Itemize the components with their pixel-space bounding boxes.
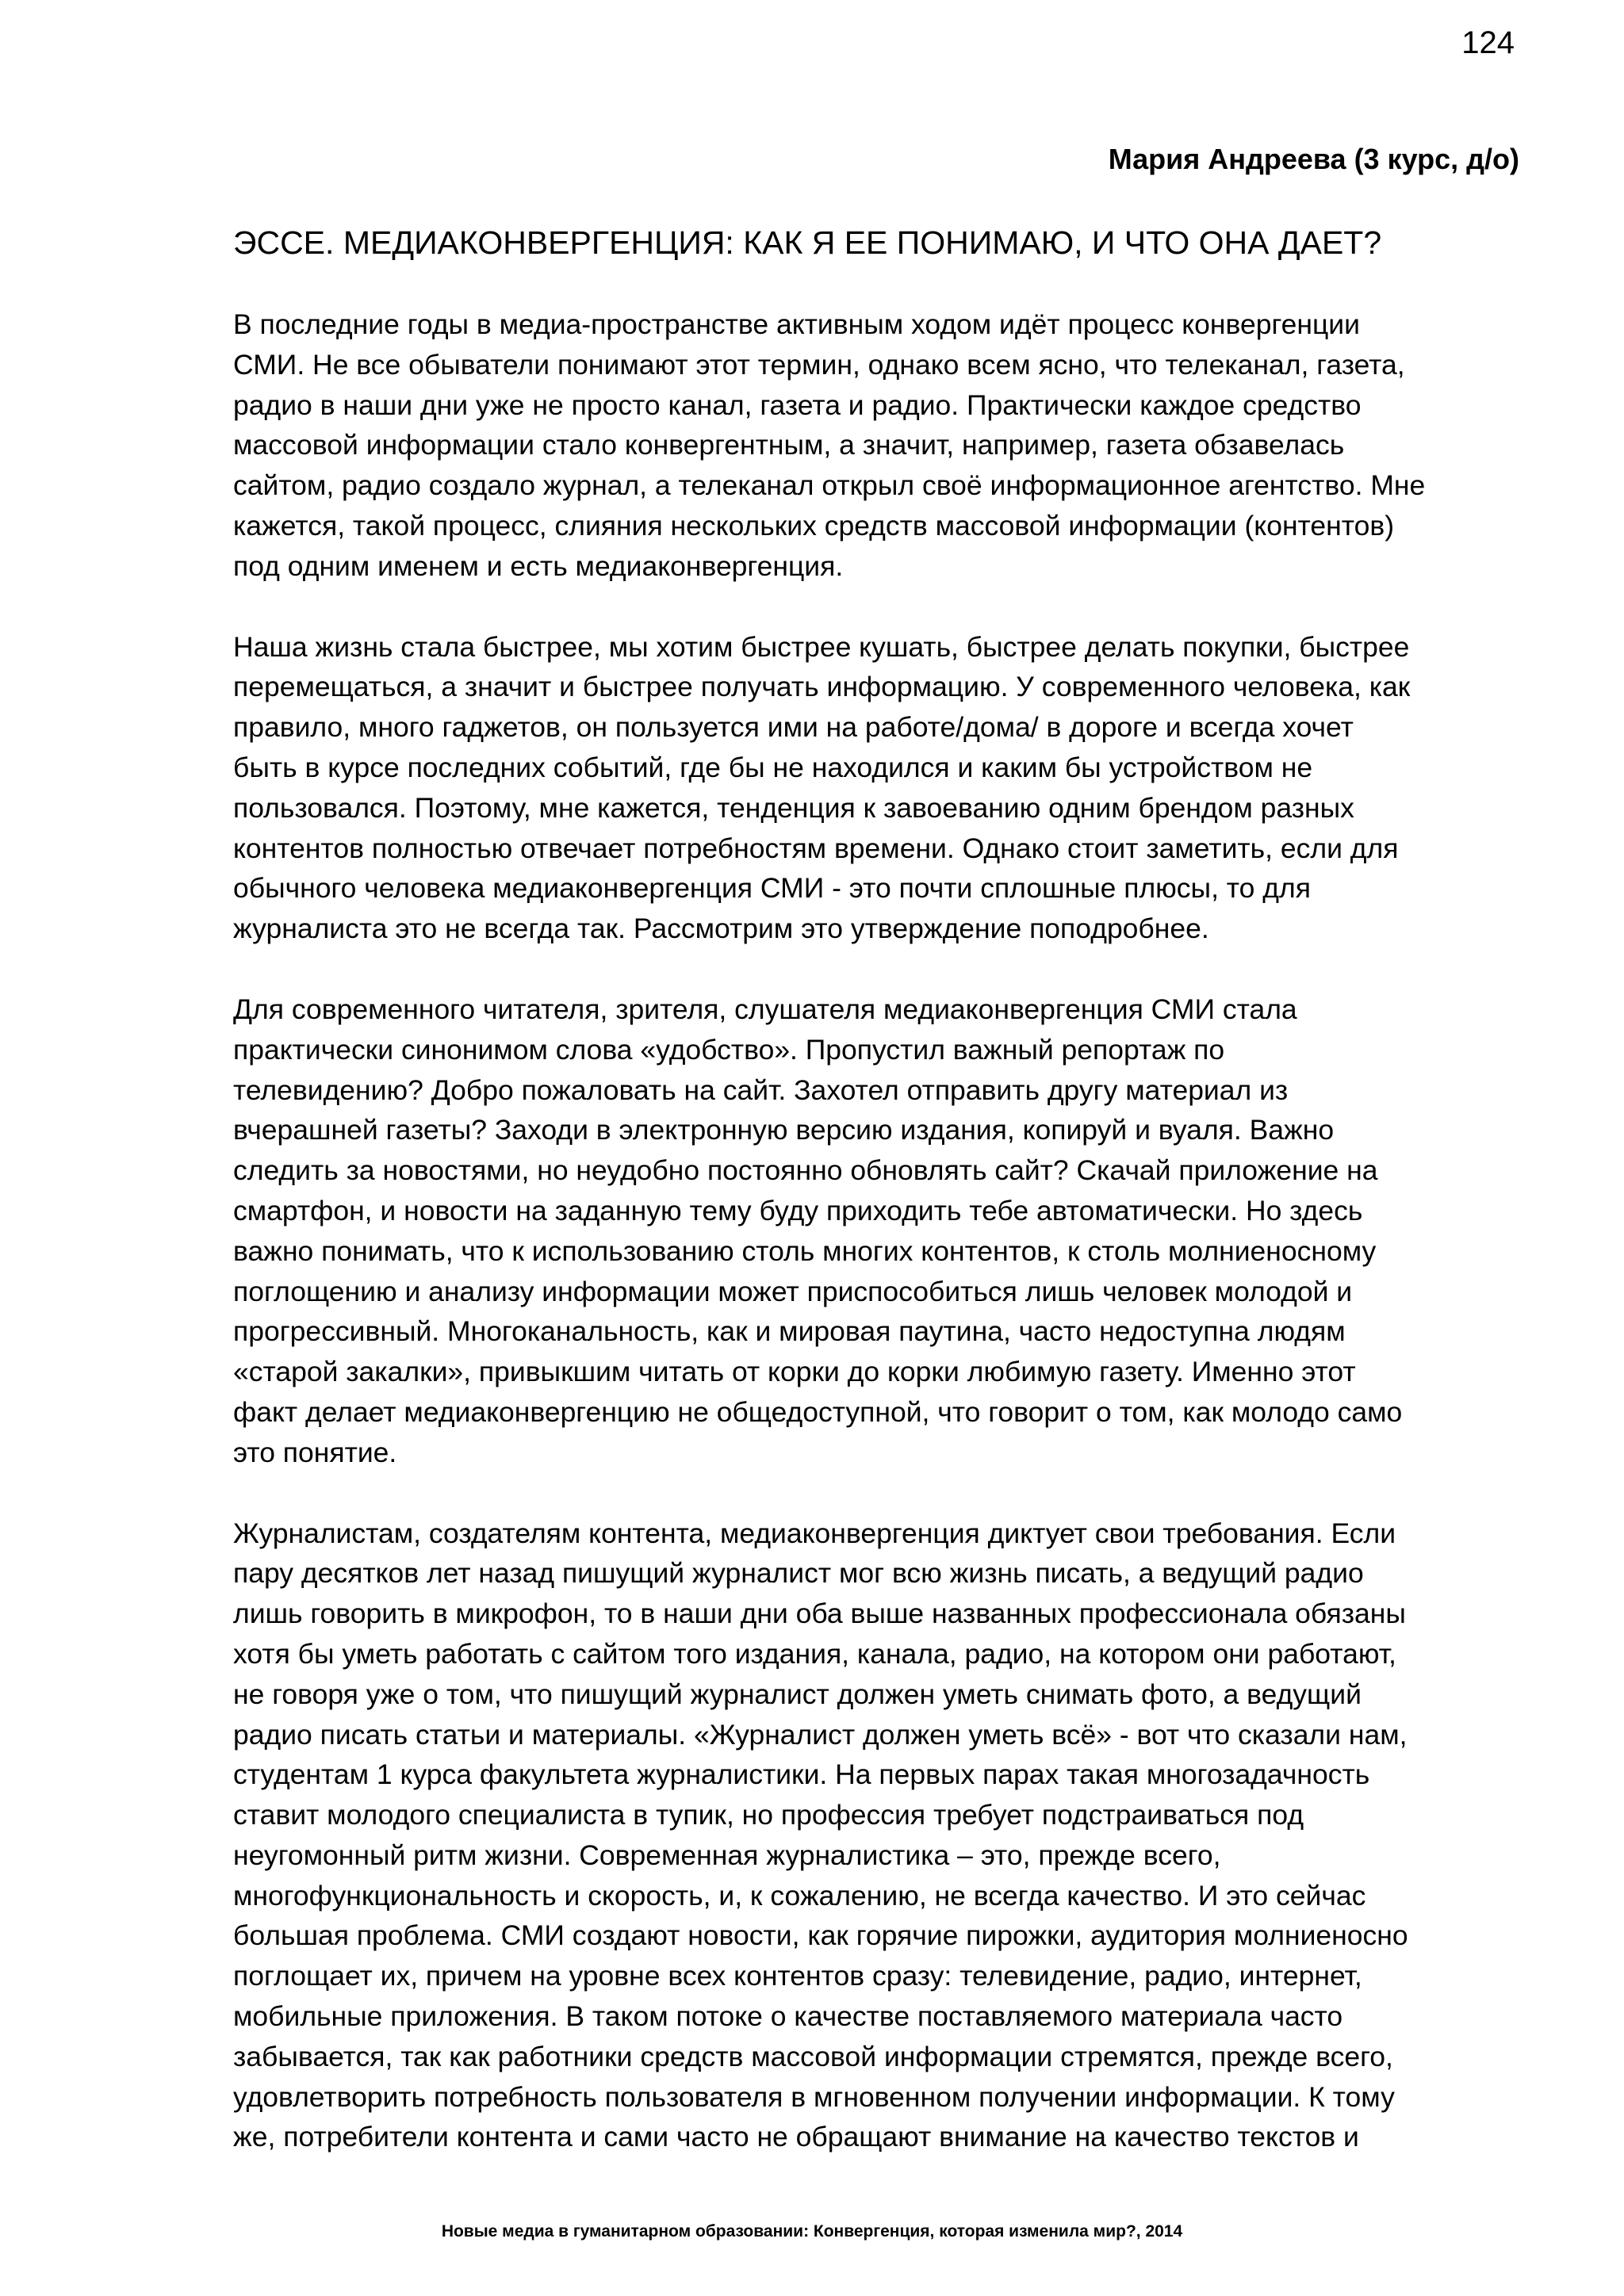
text-line: под одним именем и есть медиаконвергенция.: [233, 549, 844, 582]
text-line: СМИ. Не все обыватели понимают этот термин, однако всем ясно, что телеканал, газета,: [233, 348, 1405, 381]
paragraph: [233, 627, 1542, 949]
text-line: следить за новостями, но неудобно постоянно обновлять сайт? Скачай приложение на: [233, 1154, 1378, 1187]
text-line: журналиста это не всегда так. Рассмотрим это утверждение поподробнее.: [233, 913, 1209, 945]
text-line: не говоря уже о том, что пишущий журналист должен уметь снимать фото, а ведущий: [233, 1678, 1362, 1710]
text-line: обычного человека медиаконвергенция СМИ - это почти сплошные плюсы, то для: [233, 872, 1311, 905]
text-line: правило, много гаджетов, он пользуется ими на работе/дома/ в дороге и всегда хочет: [233, 711, 1354, 744]
text-line: В последние годы в медиа-пространстве активным ходом идёт процесс конвергенции: [233, 308, 1360, 340]
text-line: радио писать статьи и материалы. «Журналист должен уметь всё» - вот что сказали нам,: [233, 1718, 1408, 1751]
text-line: лишь говорить в микрофон, то в наши дни оба выше названных профессионала обязаны: [233, 1598, 1406, 1630]
text-line: хотя бы уметь работать с сайтом того издания, канала, радио, на котором они работают,: [233, 1637, 1396, 1670]
text-line: поглощает их, причем на уровне всех контентов сразу: телевидение, радио, интернет,: [233, 1960, 1362, 1992]
text-line: пару десятков лет назад пишущий журналист мог всю жизнь писать, а ведущий радио: [233, 1557, 1364, 1590]
page-number: 124: [1461, 25, 1515, 60]
text-line: же, потребители контента и сами часто не обращают внимание на качество текстов и: [233, 2121, 1359, 2153]
text-line: Журналистам, создателям контента, медиаконвергенция диктует свои требования. Если: [233, 1517, 1396, 1549]
text-line: вчерашней газеты? Заходи в электронную версию издания, копируй и вуаля. Важно: [233, 1114, 1335, 1146]
text-line: неугомонный ритм жизни. Современная журналистика – это, прежде всего,: [233, 1839, 1221, 1871]
text-line: пользовался. Поэтому, мне кажется, тенденция к завоеванию одним брендом разных: [233, 791, 1354, 824]
author-line: Мария Андреева (3 курс, д/о): [1108, 143, 1519, 175]
text-line: удовлетворить потребность пользователя в мгновенном получении информации. К тому: [233, 2080, 1395, 2113]
text-line: Наша жизнь стала быстрее, мы хотим быстрее кушать, быстрее делать покупки, быстрее: [233, 630, 1410, 663]
text-line: прогрессивный. Многоканальность, как и мировая паутина, часто недоступна людям: [233, 1315, 1346, 1348]
text-line: это понятие.: [233, 1436, 397, 1468]
text-line: кажется, такой процесс, слияния нескольких средств массовой информации (контентов): [233, 509, 1395, 541]
text-line: сайтом, радио создало журнал, а телеканал открыл своё информационное агентство. Мне: [233, 469, 1426, 502]
paragraph: [233, 304, 1542, 587]
text-line: важно понимать, что к использованию столь многих контентов, к столь молниеносному: [233, 1234, 1377, 1267]
text-line: факт делает медиаконвергенцию не общедоступной, что говорит о том, как молодо само: [233, 1395, 1403, 1428]
text-line: Для современного читателя, зрителя, слушателя медиаконвергенция СМИ стала: [233, 993, 1297, 1025]
text-line: массовой информации стало конвергентным, а значит, например, газета обзавелась: [233, 429, 1345, 461]
text-line: мобильные приложения. В таком потоке о качестве поставляемого материала часто: [233, 2000, 1343, 2033]
paragraph: [233, 1513, 1542, 2158]
text-line: забывается, так как работники средств массовой информации стремятся, прежде всего,: [233, 2040, 1393, 2072]
text-line: студентам 1 курса факультета журналистики. На первых парах такая многозадачность: [233, 1758, 1370, 1791]
text-line: радио в наши дни уже не просто канал, газета и радио. Практически каждое средство: [233, 388, 1362, 421]
text-line: практически синонимом слова «удобство». Пропустил важный репортаж по: [233, 1033, 1225, 1066]
text-line: многофункциональность и скорость, и, к сожалению, не всегда качество. И это сейчас: [233, 1879, 1366, 1911]
text-line: большая проблема. СМИ создают новости, как горячие пирожки, аудитория молниеносно: [233, 1919, 1408, 1952]
text-line: телевидению? Добро пожаловать на сайт. Захотел отправить другу материал из: [233, 1073, 1289, 1106]
text-line: контентов полностью отвечает потребностям времени. Однако стоит заметить, если для: [233, 832, 1399, 864]
text-line: перемещаться, а значит и быстрее получать информацию. У современного человека, как: [233, 671, 1411, 703]
essay-body: [233, 304, 1542, 2198]
paragraph: [233, 989, 1542, 1473]
essay-title: ЭССЕ. МЕДИАКОНВЕРГЕНЦИЯ: КАК Я ЕЕ ПОНИМАЮ, И ЧТО ОНА ДАЕТ?: [233, 224, 1382, 261]
text-line: поглощению и анализу информации может приспособиться лишь человек молодой и: [233, 1275, 1353, 1307]
text-line: «старой закалки», привыкшим читать от корки до корки любимую газету. Именно этот: [233, 1356, 1356, 1388]
page-footer: Новые медиа в гуманитарном образовании: Конвергенция, которая изменила мир?, 2014: [441, 2222, 1183, 2241]
text-line: смартфон, и новости на заданную тему буду приходить тебе автоматически. Но здесь: [233, 1194, 1363, 1226]
text-line: ставит молодого специалиста в тупик, но профессия требует подстраиваться под: [233, 1799, 1304, 1831]
text-line: быть в курсе последних событий, где бы не находился и каким бы устройством не: [233, 751, 1313, 783]
